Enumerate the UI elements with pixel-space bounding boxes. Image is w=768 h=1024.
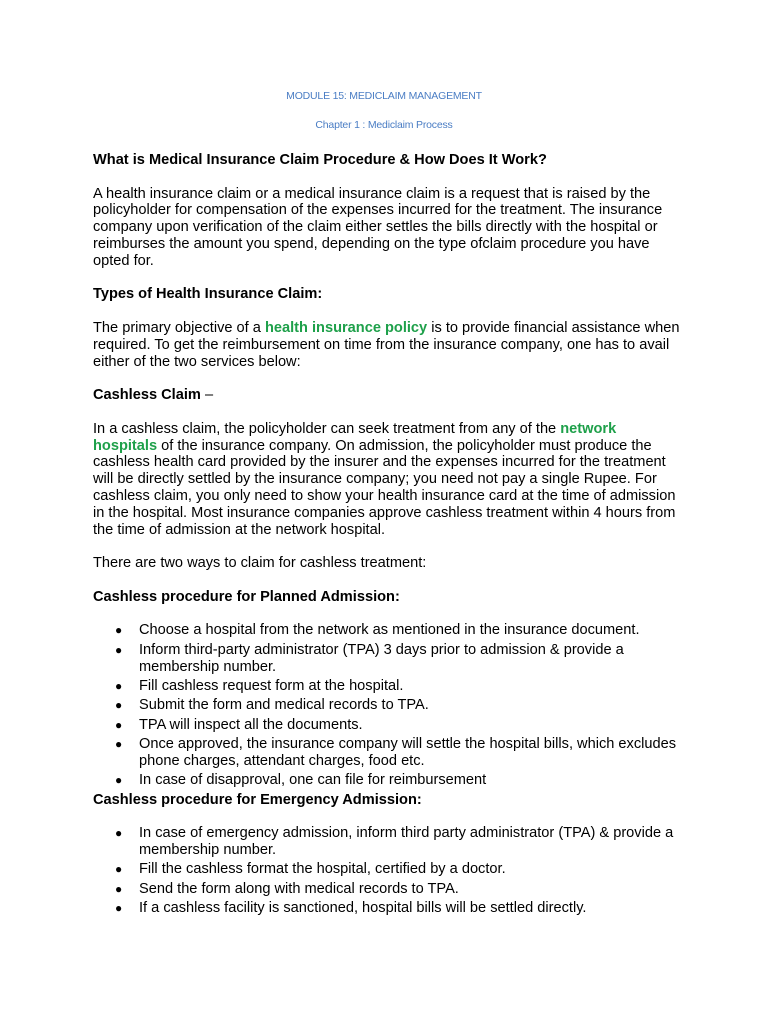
list-item-text: Fill cashless request form at the hospital.: [139, 677, 404, 694]
list-item: [93, 825, 683, 859]
types-paragraph: [93, 320, 683, 370]
bullet-icon: ●: [115, 862, 123, 877]
intro-paragraph: A health insurance claim or a medical insurance claim is a request that is raised by the policyholder for compensation of the expenses incurred for the treatment. The insurance company upon verification of the claim either settles the bills directly with the hospital or reimburses the amount you spend, depending on the type ofclaim procedure you have opted for.: [93, 185, 663, 269]
list-item: [93, 881, 683, 898]
cashless-text-before: In a cashless claim, the policyholder can seek treatment from any of the: [93, 420, 561, 437]
emergency-list: [93, 825, 683, 917]
list-item: [93, 697, 683, 714]
list-item: [93, 900, 683, 917]
list-item-text: Send the form along with medical records to TPA.: [139, 880, 459, 897]
main-heading: What is Medical Insurance Claim Procedure & How Does It Work?: [93, 152, 547, 168]
health-insurance-policy-link[interactable]: health insurance policy: [264, 319, 428, 336]
chapter-title: Chapter 1 : Mediclaim Process: [315, 119, 453, 131]
list-item: [93, 736, 683, 770]
types-text-after: is to provide financial assistance when required. To get the reimbursement on time from the insurance company, one has to avail either of the two services below:: [93, 319, 680, 370]
list-item-text: Fill the cashless format the hospital, certified by a doctor.: [139, 861, 506, 878]
bullet-icon: ●: [115, 642, 123, 657]
list-item-text: Once approved, the insurance company will settle the hospital bills, which excludes phone charges, attendant charges, food etc.: [139, 736, 677, 769]
types-text-before: The primary objective of a: [93, 319, 265, 336]
list-item: [93, 772, 683, 789]
bullet-icon: ●: [115, 737, 123, 752]
emergency-heading: Cashless procedure for Emergency Admission:: [93, 791, 422, 808]
cashless-ways-text: There are two ways to claim for cashless treatment:: [93, 555, 427, 572]
list-item-text: In case of emergency admission, inform third party administrator (TPA) & provide a membership number.: [139, 825, 674, 859]
bullet-icon: ●: [115, 881, 123, 896]
cashless-heading: [93, 387, 683, 404]
cashless-heading-dash: –: [200, 387, 214, 404]
bullet-icon: ●: [115, 901, 123, 916]
list-item-text: Submit the form and medical records to TPA.: [139, 697, 429, 714]
cashless-heading-text: Cashless Claim: [93, 387, 201, 404]
planned-list: [93, 622, 683, 789]
document-body: [93, 152, 683, 920]
bullet-icon: ●: [115, 773, 123, 788]
list-item: [93, 861, 683, 878]
types-heading: Types of Health Insurance Claim:: [93, 286, 323, 303]
module-title: MODULE 15: MEDICLAIM MANAGEMENT: [286, 90, 482, 102]
bullet-icon: ●: [115, 826, 123, 841]
cashless-paragraph: [93, 421, 683, 539]
list-item-text: TPA will inspect all the documents.: [139, 716, 363, 733]
list-item: [93, 717, 683, 734]
bullet-icon: ●: [115, 717, 123, 732]
planned-heading: Cashless procedure for Planned Admission:: [93, 588, 400, 605]
list-item-text: In case of disapproval, one can file for reimbursement: [139, 772, 487, 789]
bullet-icon: ●: [115, 623, 123, 638]
list-item-text: Choose a hospital from the network as mentioned in the insurance document.: [139, 622, 640, 639]
list-item-text: If a cashless facility is sanctioned, hospital bills will be settled directly.: [139, 900, 587, 917]
list-item: [93, 678, 683, 695]
bullet-icon: ●: [115, 698, 123, 713]
list-item-text: Inform third-party administrator (TPA) 3 days prior to admission & provide a membership number.: [139, 641, 624, 675]
network-hospitals-link[interactable]: network hospitals: [93, 420, 617, 454]
list-item: [93, 622, 683, 639]
list-item: [93, 642, 683, 676]
bullet-icon: ●: [115, 678, 123, 693]
cashless-text-after: of the insurance company. On admission, the policyholder must produce the cashless health card provided by the insurer and the expenses incurred for the treatment will be directly settled by the insurance company; you need not pay a single Rupee. For cashless claim, you only need to show your health insurance card at the time of admission in the hospital. Most insurance companies approve cashless treatment within 4 hours from the time of admission at the network hospital.: [93, 437, 676, 538]
